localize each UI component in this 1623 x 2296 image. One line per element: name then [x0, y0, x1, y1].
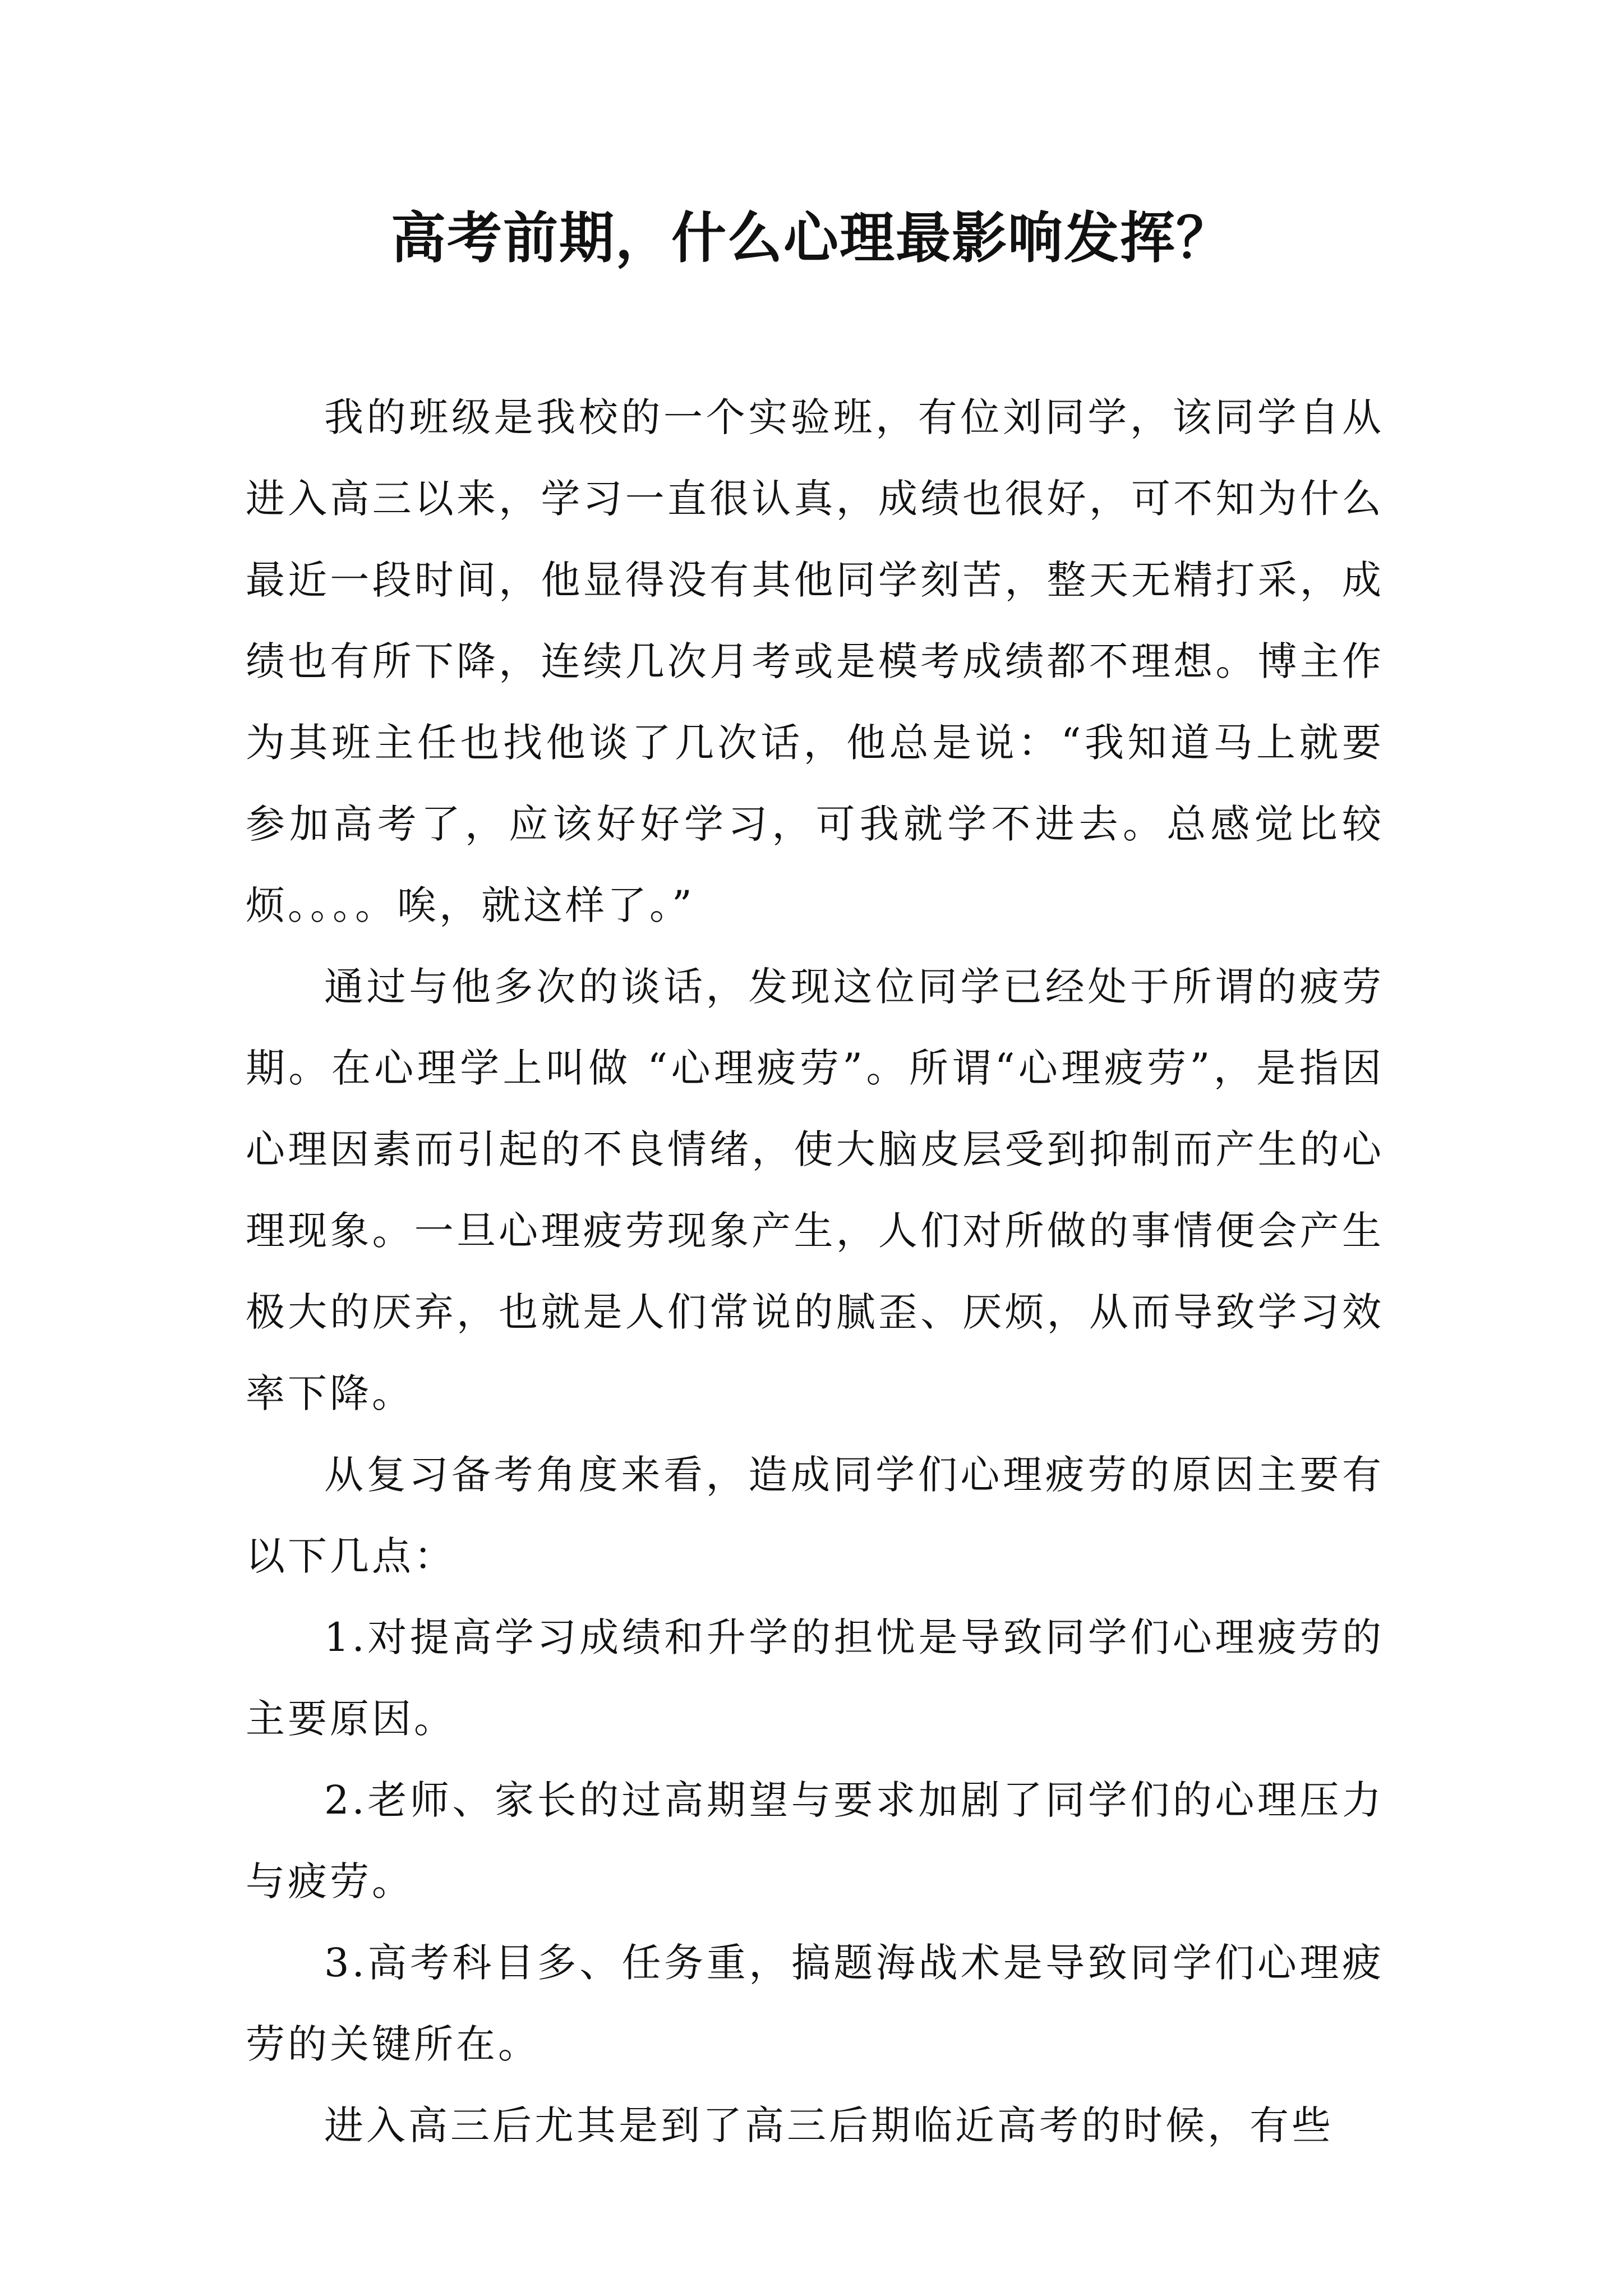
document-title: 高考前期，什么心理最影响发挥？ [390, 206, 1232, 270]
paragraph-causes-intro: 从复习备考角度来看，造成同学们心理疲劳的原因主要有以下几点： [246, 1452, 1384, 1579]
list-item-cause-1: 1.对提高学习成绩和升学的担忧是导致同学们心理疲劳的主要原因。 [246, 1614, 1384, 1742]
list-item-cause-3: 3.高考科目多、任务重，搞题海战术是导致同学们心理疲劳的关键所在。 [246, 1940, 1384, 2067]
paragraph-psychological-fatigue: 通过与他多次的谈话，发现这位同学已经处于所谓的疲劳期。在心理学上叫做 “心理疲劳”。所谓“心理疲劳”，是指因心理因素而引起的不良情绪，使大脑皮层受到抑制而产生的心理现象。一旦心理疲劳现象产生，人们对所做的事情便会产生极大的厌弃，也就是人们常说的腻歪、厌烦，从而导致学习效率下降。 [246, 964, 1384, 1416]
document-body [246, 377, 1384, 2166]
paragraph-senior-year: 进入高三后尤其是到了高三后期临近高考的时候，有些 [324, 2102, 1334, 2148]
list-item-cause-2: 2.老师、家长的过高期望与要求加剧了同学们的心理压力与疲劳。 [246, 1777, 1384, 1904]
paragraph-intro-story: 我的班级是我校的一个实验班，有位刘同学，该同学自从进入高三以来，学习一直很认真，成绩也很好，可不知为什么最近一段时间，他显得没有其他同学刻苦，整天无精打采，成绩也有所下降，连续几次月考或是模考成绩都不理想。博主作为其班主任也找他谈了几次话，他总是说：“我知道马上就要参加高考了，应该好好学习，可我就学不进去。总感觉比较烦。。。。唉，就这样了。” [246, 394, 1384, 928]
